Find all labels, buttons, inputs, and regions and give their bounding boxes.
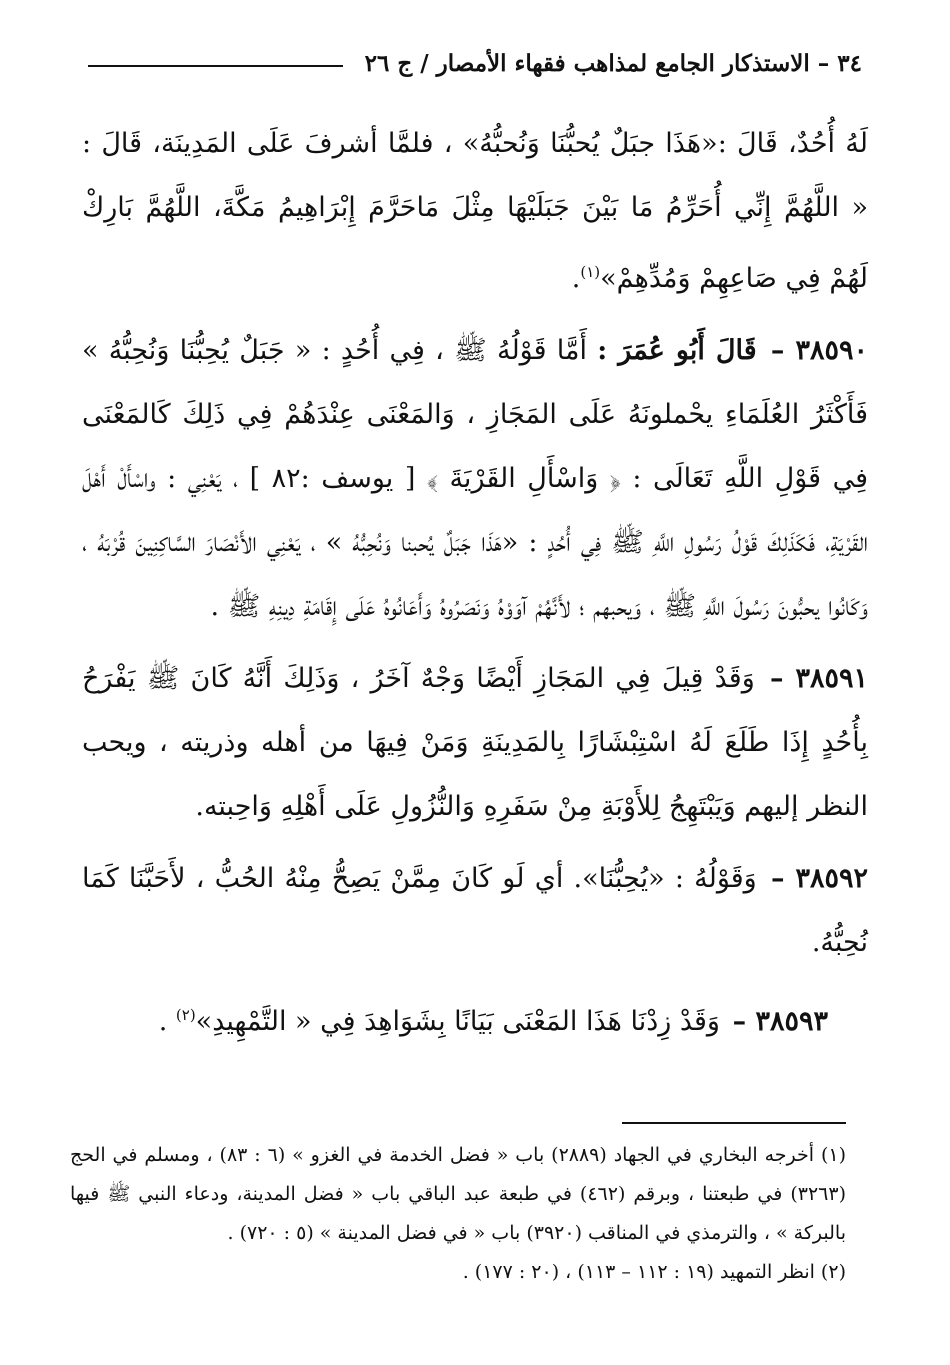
running-header bbox=[88, 38, 862, 88]
paragraph-end: . bbox=[571, 263, 581, 294]
footnote-ref[interactable]: (٢) bbox=[175, 1006, 196, 1024]
paragraph-number: ٣٨٥٩١ – bbox=[769, 663, 869, 694]
running-header-title: ٣٤ – الاستذكار الجامع لمذاهب فقهاء الأمصار / ج ٢٦ bbox=[364, 49, 862, 77]
paragraph-number: ٣٨٥٩٣ – bbox=[732, 1006, 828, 1037]
footnote-2: (٢) انظر التمهيد (١٩ : ١١٢ – ١١٣) ، (٢٠ : ١٧٧) . bbox=[462, 1261, 846, 1283]
paragraph-38590 bbox=[82, 319, 868, 639]
paragraph-38592 bbox=[82, 847, 868, 975]
header-rule bbox=[88, 65, 343, 67]
paragraph-text: وَقَوْلُهُ : «يُحِبُّنَا». أي لَو كَانَ مِمَّنْ يَصِحُّ مِنْهُ الحُبُّ ، لأَحَبَّنَا كَمَا نُحِبُّهُ bbox=[82, 863, 868, 958]
paragraph-lead: قَالَ أَبُو عُمَرَ : bbox=[597, 335, 757, 366]
paragraph-text: أَمَّا قَوْلُهُ ﷺ ، فِي أُحُدٍ : « جَبَلٌ يُحِبُّنَا وَنُحِبُّهُ » فَأَكْثَرُ العُلَمَاءِ يحْملونَهُ عَلَى المَجَازِ ، وَالمَعْنَى عِنْدَهُمْ فِي ذَلِكَ كَالمَعْنَى فِي قَوْلِ اللَّهِ تَعَالَى : ﴿ وَاسْأَلِ القَرْيَةَ ﴾ [ يوسف :٨٢ ] ، يَعْنِي : واسْأَلْ أَهْلَ القَرْيَةِ، فَكَذَلِكَ قَوْلُ رَسُولِ اللَّهِ ﷺ فِي أُحُدٍ : «هَذَا جَبَلٌ يُحبنا وَنُحِبُّهُ » ، يَعْنِي الأَنْصَارَ السَّاكِنِينَ قُرْبَهُ ، وَكَانُوا يحبُّونَ رَسُولَ اللَّهِ ﷺ ، وَيحبهم ؛ لأَنَّهُمْ آوَوْهُ وَنَصَرُوهُ وَأَعَانُوهُ عَلَى إِقَامَةِ دِينِهِ ﷺ bbox=[82, 335, 868, 622]
footnote-1: (١) أخرجه البخاري في الجهاد (٢٨٨٩) باب « فضل الخدمة في الغزو » (٦ : ٨٣) ، ومسلم في الحج (٣٢٦٣) في طبعتنا ، وبرقم (٤٦٢) في طبعة عبد الباقي باب « فضل المدينة، ودعاء النبي ﷺ فيها بالبركة » ، والترمذي في المناقب (٣٩٢٠) باب « في فضل المدينة » (٥ : ٧٢٠) . bbox=[70, 1144, 847, 1244]
paragraph-end: . bbox=[158, 1006, 168, 1037]
main-text bbox=[82, 112, 868, 1062]
paragraph-text: وَقَدْ زِدْنَا هَذَا المَعْنَى بَيَانًا بِشَوَاهِدَ فِي « التَّمْهِيدِ» bbox=[195, 1006, 720, 1037]
footnote-separator bbox=[622, 1122, 846, 1124]
paragraph-text: وَقَدْ قِيلَ فِي المَجَازِ أَيْضًا وَجْهٌ آخَرُ ، وَذَلِكَ أَنَّهُ كَانَ ﷺ يَفْرَحُ بِأُحُدٍ إِذَا طَلَعَ لَهُ اسْتِبْشَارًا بِالمَدِينَةِ وَمَنْ فِيهَا من أهله وذريته ، ويحب النظر إليهم وَيَبْتَهِجُ لِلأَوْبَةِ مِنْ سَفَرِهِ وَالنُّزُولِ عَلَى أَهْلِهِ وَاحِبته bbox=[82, 663, 868, 822]
paragraph-38591 bbox=[82, 647, 868, 839]
paragraph-end: . bbox=[195, 791, 204, 822]
paragraph-end: . bbox=[210, 591, 220, 622]
paragraph-continuation bbox=[82, 112, 868, 311]
footnote-ref[interactable]: (١) bbox=[580, 263, 601, 281]
paragraph-end: . bbox=[811, 927, 821, 958]
paragraph-number: ٣٨٥٩٠ – bbox=[770, 335, 868, 366]
paragraph-text: لَهُ أُحُدٌ، قَالَ :«هَذَا جبَلٌ يُحبُّنَا وَنُحبُّهُ» ، فلمَّا أشرفَ عَلَى المَدِينَة، قَالَ : « اللَّهُمَّ إِنِّي أُحَرِّمُ مَا بَيْنَ جَبَلَيْهَا مِثْلَ مَاحَرَّمَ إِبْرَاهِيمُ مَكَّةَ، اللَّهُمَّ بَارِكْ لَهُمْ فِي صَاعِهِمْ وَمُدِّهِمْ» bbox=[82, 128, 868, 294]
footnotes bbox=[70, 1136, 846, 1292]
paragraph-number: ٣٨٥٩٢ – bbox=[770, 863, 868, 894]
paragraph-38593 bbox=[82, 983, 868, 1054]
